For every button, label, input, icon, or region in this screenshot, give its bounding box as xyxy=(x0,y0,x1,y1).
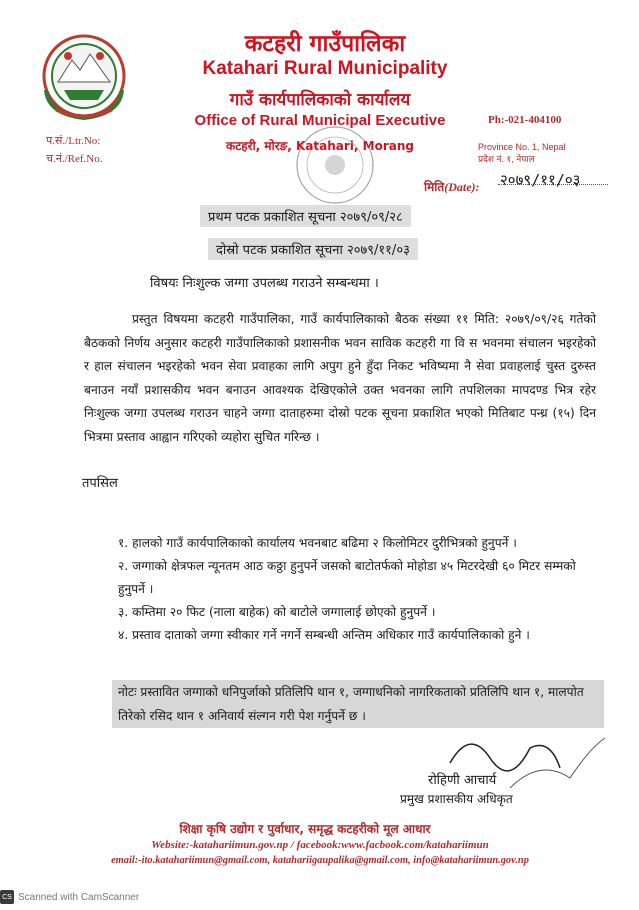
date-label-en: (Date): xyxy=(444,180,480,194)
footer-email: email:-ito.katahariimun@gmail.com, katahariigaupalika@gmail.com, info@katahariimun.gov.np xyxy=(111,855,529,866)
phone-number: Ph:-021-404100 xyxy=(488,114,562,126)
office-name-np: गाउँ कार्यपालिकाको कार्यालय xyxy=(229,90,411,110)
scanner-label: Scanned with CamScanner xyxy=(18,891,140,903)
scanner-watermark xyxy=(0,890,139,904)
second-notice-banner: दोस्रो पटक प्रकाशित सूचना २०७९/११/०३ xyxy=(208,238,418,260)
municipality-name-en: Katahari Rural Municipality xyxy=(202,58,448,79)
province-block xyxy=(478,141,566,165)
list-item: ३. कम्तिमा २० फिट (नाला बाहेक) को बाटोले जग्गालाई छोएको हुनुपर्ने । xyxy=(118,605,436,619)
office-name-en: Office of Rural Municipal Executive xyxy=(194,112,446,129)
note-box: नोटः प्रस्तावित जग्गाको धनिपुर्जाको प्रतिलिपि थान १, जग्गाधनिको नागरिकताको प्रतिलिपि थान १, मालपोत तिरेको रसिद थान १ अनिवार्य संल्गन गरी पेश गर्नुपर्ने छ । xyxy=(112,680,604,728)
signatory-title: प्रमुख प्रशासकीय अधिकृत xyxy=(400,792,513,806)
list-item: १. हालको गाउँ कार्यपालिकाको कार्यालय भवनबाट बढिमा २ किलोमिटर दुरीभित्रको हुनुपर्ने । xyxy=(118,536,517,550)
date-label-np: मिति xyxy=(424,180,445,194)
nepal-emblem-icon xyxy=(38,30,130,122)
list-item: २. जग्गाको क्षेत्रफल न्यूनतम आठ कठ्ठा हुनुपर्ने जसको बाटोतर्फको मोहोडा ४५ मिटरदेखी ६० मिटर सम्मको हुनुपर्ने । xyxy=(118,559,576,596)
municipality-name-np: कटहरी गाउँपालिका xyxy=(244,31,406,57)
schedule-heading: तपसिल xyxy=(82,476,118,491)
date-value: २०७९/११/०३ xyxy=(500,171,581,189)
criteria-list xyxy=(118,532,598,647)
office-address: कटहरी, मोरङ, Katahari, Morang xyxy=(226,139,414,153)
signatory-name: रोहिणी आचार्य xyxy=(428,773,497,788)
office-stamp-icon xyxy=(290,120,380,210)
letter-number-label: प.सं./Ltr.No: xyxy=(46,135,101,147)
date-label xyxy=(424,178,480,195)
province-np: प्रदेश नं. १, नेपाल xyxy=(478,154,535,164)
footer-slogan: शिक्षा कृषि उद्योग र पुर्वाधार, समृद्ध कटहरीको मूल आधार xyxy=(179,822,431,836)
body-paragraph: प्रस्तुत विषयमा कटहरी गाउँपालिका, गाउँ कार्यपालिकाको बैठक संख्या ११ मिति: २०७९/०९/२६ गतेको बैठकको निर्णय अनुसार कटहरी गाउँपालिकाको प्रशासनीक भवन साविक कटहरी गा वि स भवनमा संचालन भइरहेको र हाल संचालन भइरहेको भवन सेवा प्रवाहका लागि अपुग हुने हुँदा निकट भविष्यमा नै सेवा प्रवाहलाई चुस्त दुरुस्त बनाउन नयाँ प्रशासकीय भवन बनाउन आवश्यक देखिएकोले उक्त भवनका लागि तपशिलका मापदण्ड भित्र रहेर निःशुल्क जग्गा उपलब्ध गराउन चाहने जग्गा दाताहरुमा दोस्रो पटक सूचना प्रकाशित भएको मितिबाट पन्ध्र (१५) दिन भित्रमा प्रस्ताव आह्वान गरिएको व्यहोरा सुचित गरिन्छ । xyxy=(84,312,596,444)
camscanner-icon: CS xyxy=(0,890,14,904)
subject-line: विषयः निःशुल्क जग्गा उपलब्ध गराउने सम्बन्धमा । xyxy=(150,276,379,291)
first-notice-banner: प्रथम पटक प्रकाशित सूचना २०७९/०९/२८ xyxy=(200,205,411,227)
footer-website: Website:-katahariimun.gov.np / facebook:www.facbook.com/katahariimun xyxy=(151,839,489,851)
reference-number-label: च.नं./Ref.No. xyxy=(46,153,103,165)
list-item: ४. प्रस्ताव दाताको जग्गा स्वीकार गर्ने नगर्ने सम्बन्धी अन्तिम अधिकार गाउँ कार्यपालिकाको हुने । xyxy=(118,628,530,642)
province-en: Province No. 1, Nepal xyxy=(478,142,566,152)
